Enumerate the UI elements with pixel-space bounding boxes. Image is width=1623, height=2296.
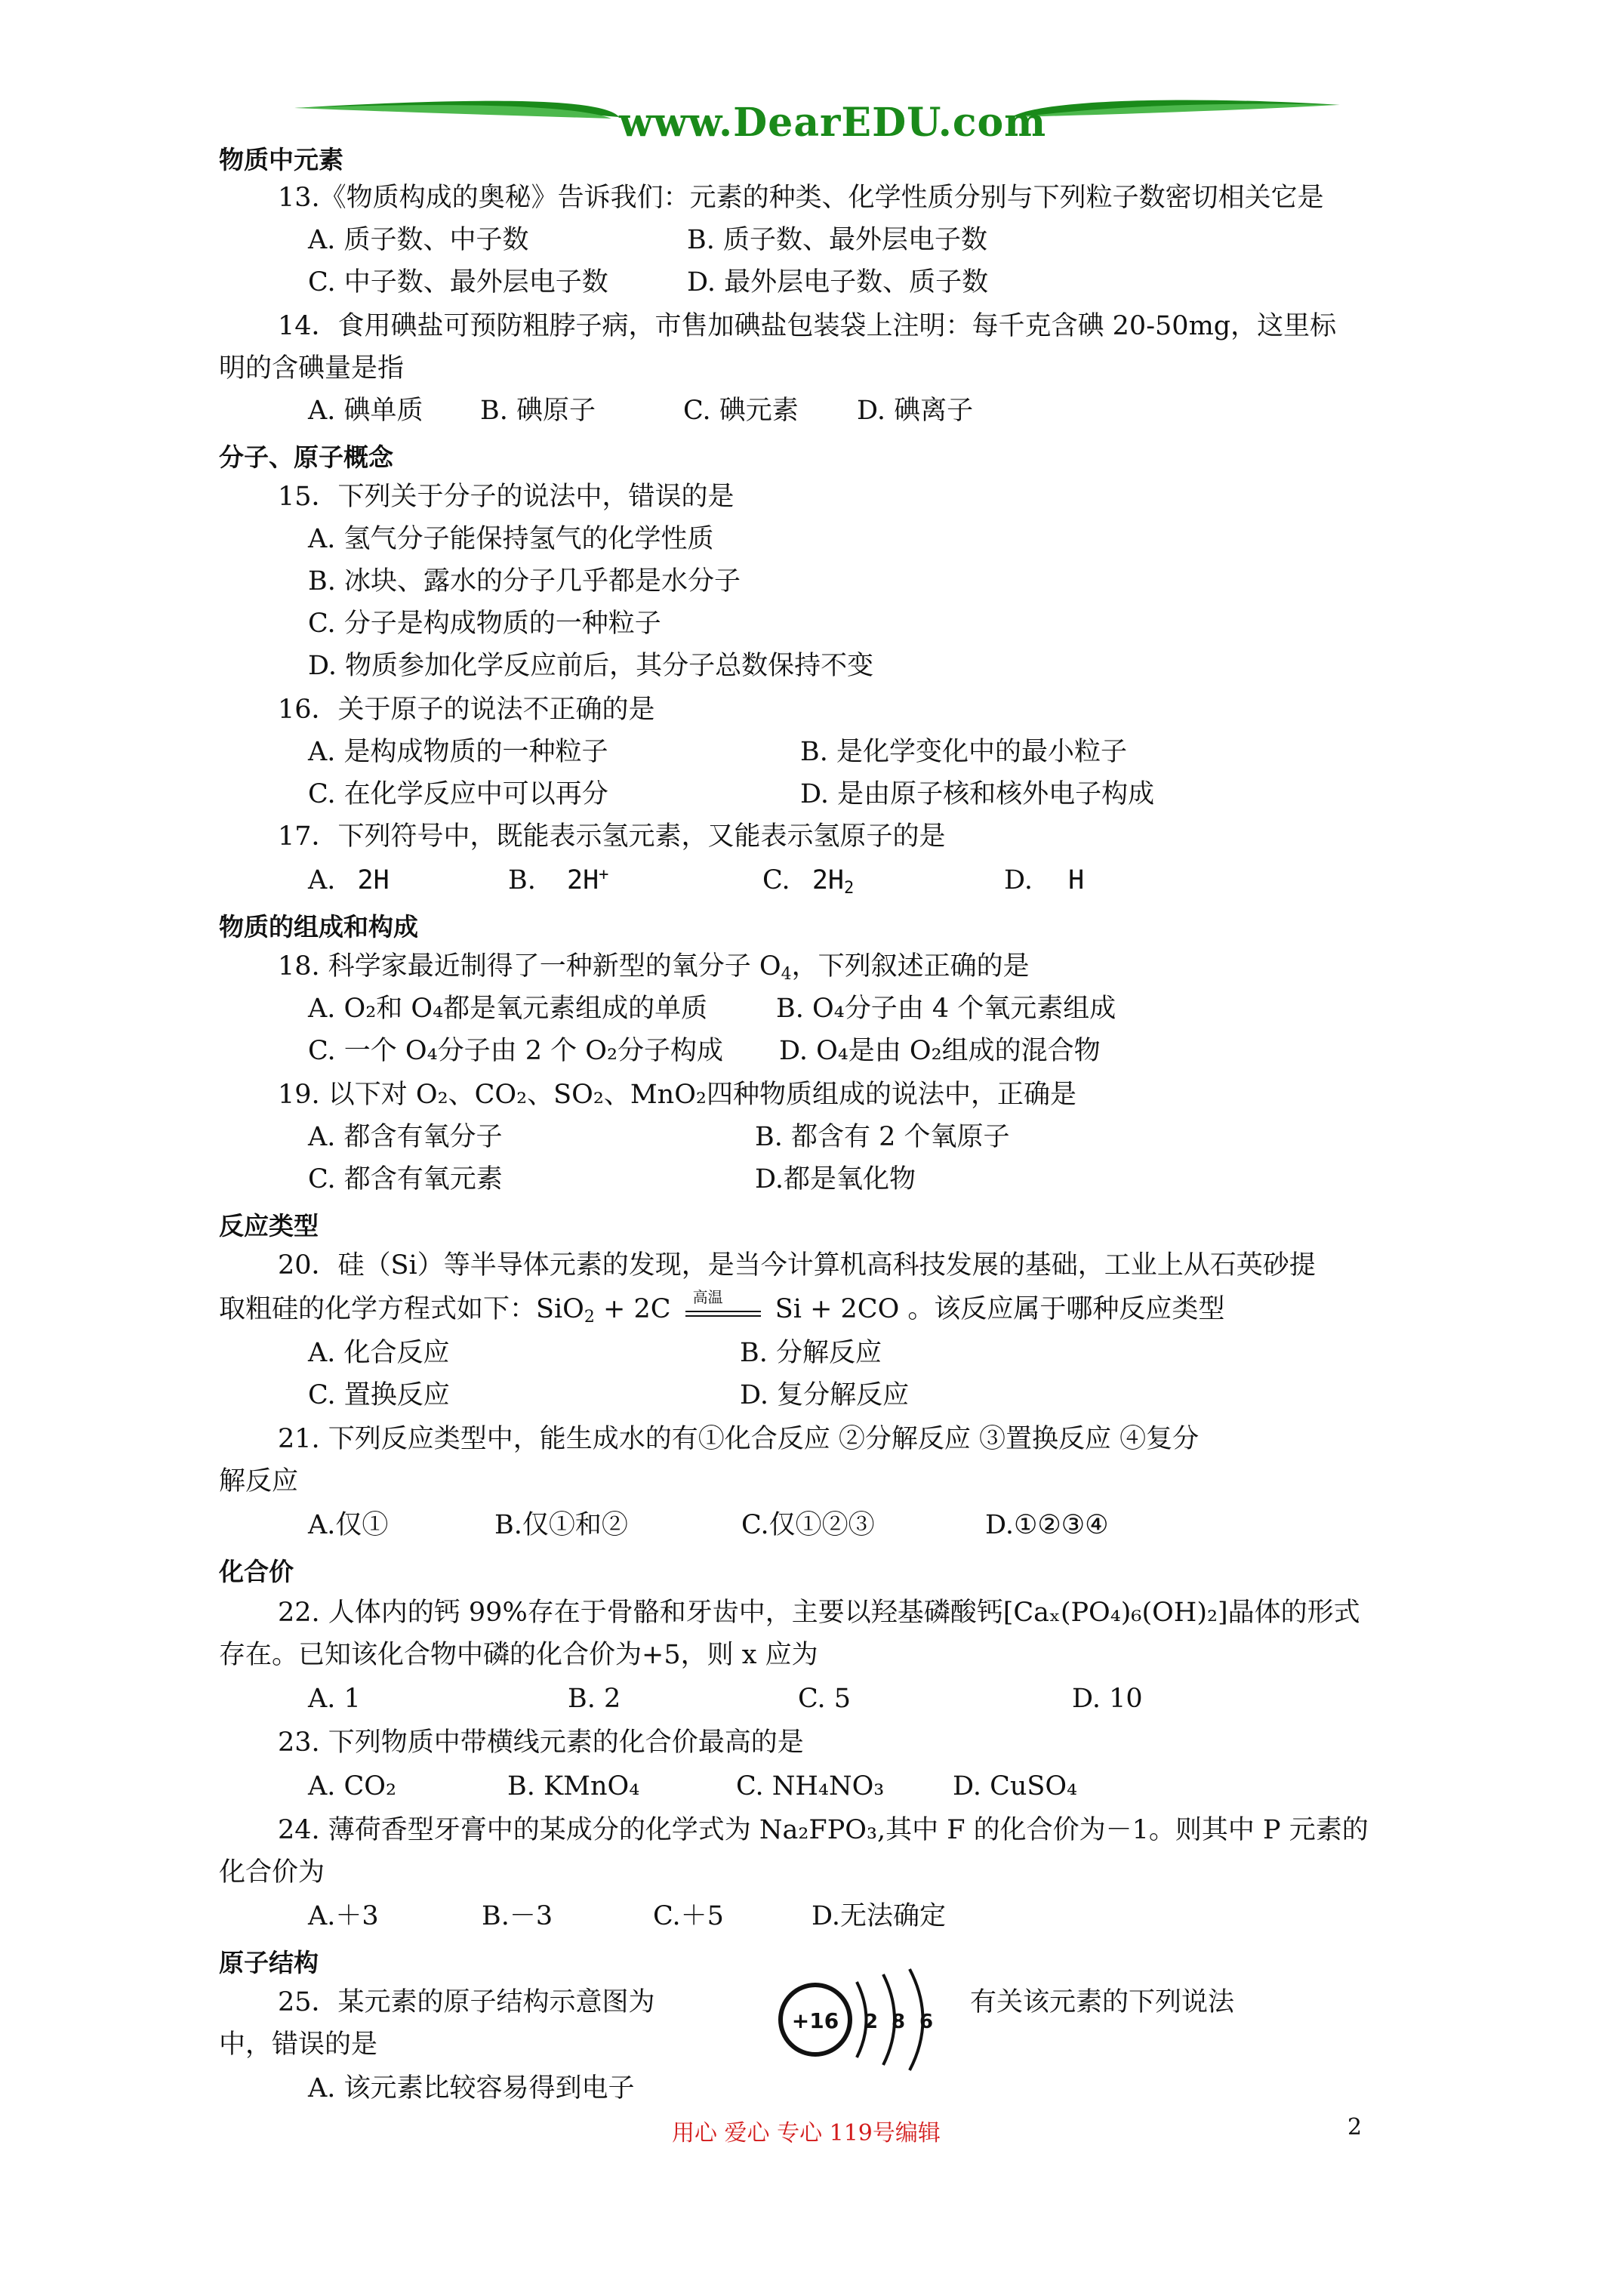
formula: H <box>1068 865 1085 895</box>
option-label: A. <box>308 865 336 895</box>
q17-option-a <box>308 864 390 897</box>
question-15-stem: 15．下列关于分子的说法中，错误的是 <box>278 482 735 512</box>
formula-subscript: 2 <box>843 879 855 898</box>
formula-charge: + <box>599 865 609 884</box>
section-heading: 化合价 <box>219 1557 294 1586</box>
q16-option-a: A. 是构成物质的一种粒子 <box>308 737 608 767</box>
formula-base: 2H <box>567 865 599 895</box>
q23-option-b: B. KMnO₄ <box>507 1771 640 1801</box>
q20-option-d: D. 复分解反应 <box>740 1380 910 1410</box>
question-19-stem: 19. 以下对 O₂、CO₂、SO₂、MnO₂四种物质组成的说法中，正确是 <box>278 1080 1076 1110</box>
q15-option-a: A. 氢气分子能保持氢气的化学性质 <box>308 524 714 554</box>
equation-text: + 2C <box>594 1294 671 1324</box>
q21-option-d: D.①②③④ <box>985 1510 1109 1540</box>
q21-option-b: B.仅①和② <box>494 1510 628 1540</box>
equation-text: 取粗硅的化学方程式如下：SiO <box>219 1294 584 1324</box>
q18-option-d: D. O₄是由 O₂组成的混合物 <box>779 1036 1101 1066</box>
equals-line-bottom <box>685 1315 761 1317</box>
q24-option-c: C.＋5 <box>653 1901 724 1931</box>
q18-option-c: C. 一个 O₄分子由 2 个 O₂分子构成 <box>308 1036 724 1066</box>
shell-electron-count: 6 <box>919 2011 934 2033</box>
equals-line-top <box>685 1311 761 1312</box>
q20-option-a: A. 化合反应 <box>308 1338 450 1368</box>
shell-electron-count: 8 <box>891 2011 906 2033</box>
question-18-stem <box>278 950 1030 983</box>
q22-option-d: D. 10 <box>1072 1684 1143 1714</box>
formula <box>567 865 608 895</box>
section-heading: 物质中元素 <box>219 145 343 174</box>
equation-text: Si + 2CO 。该反应属于哪种反应类型 <box>775 1294 1225 1324</box>
question-20-equation <box>219 1287 1225 1327</box>
q18-option-b: B. O₄分子由 4 个氧元素组成 <box>776 994 1116 1024</box>
q19-option-c: C. 都含有氧元素 <box>308 1164 503 1194</box>
formula <box>812 865 855 898</box>
formula: 2H <box>357 865 390 895</box>
q15-option-d: D. 物质参加化学反应前后，其分子总数保持不变 <box>308 651 874 681</box>
q23-option-c: C. NH₄NO₃ <box>736 1771 885 1801</box>
q23-option-d: D. CuSO₄ <box>953 1771 1078 1801</box>
question-23-stem: 23. 下列物质中带横线元素的化合价最高的是 <box>278 1727 804 1758</box>
page-number: 2 <box>1347 2114 1363 2140</box>
q19-option-b: B. 都含有 2 个氧原子 <box>755 1122 1010 1152</box>
question-25-stem-tail: 有关该元素的下列说法 <box>970 1987 1235 2017</box>
section-heading: 反应类型 <box>219 1211 319 1240</box>
q17-option-b <box>508 864 608 897</box>
stem-text: 18. 科学家最近制得了一种新型的氧分子 O <box>278 951 781 982</box>
q13-option-b: B. 质子数、最外层电子数 <box>687 225 987 255</box>
formula-subscript: 2 <box>584 1308 595 1327</box>
footer-editor-text: 用心 爱心 专心 119号编辑 <box>672 2120 941 2147</box>
q15-option-b: B. 冰块、露水的分子几乎都是水分子 <box>308 566 741 596</box>
question-14-stem: 14．食用碘盐可预防粗脖子病，市售加碘盐包装袋上注明：每千克含碘 20-50mg，这里标 <box>278 311 1337 341</box>
option-label: C. <box>762 865 790 895</box>
q23-option-a: A. CO₂ <box>308 1771 397 1801</box>
q16-option-c: C. 在化学反应中可以再分 <box>308 779 608 809</box>
question-22-stem-cont: 存在。已知该化合物中磷的化合价为+5，则 x 应为 <box>219 1640 818 1670</box>
q14-option-c: C. 碘元素 <box>683 396 799 426</box>
question-25-stem-cont: 中，错误的是 <box>219 2029 378 2060</box>
reaction-condition-label: 高温 <box>692 1287 723 1306</box>
q24-option-d: D.无法确定 <box>812 1901 946 1931</box>
header-logo-text[interactable]: www.DearEDU.com <box>619 100 1047 146</box>
q18-option-a: A. O₂和 O₄都是氧元素组成的单质 <box>308 994 708 1024</box>
q24-option-b: B.－3 <box>482 1901 553 1931</box>
q14-option-d: D. 碘离子 <box>857 396 974 426</box>
q22-option-b: B. 2 <box>568 1684 621 1714</box>
q15-option-c: C. 分子是构成物质的一种粒子 <box>308 609 661 639</box>
q20-option-b: B. 分解反应 <box>740 1338 882 1368</box>
question-24-stem-cont: 化合价为 <box>219 1857 325 1888</box>
option-label: D. <box>1004 865 1033 895</box>
q21-option-c: C.仅①②③ <box>741 1510 875 1540</box>
q13-option-a: A. 质子数、中子数 <box>308 225 529 255</box>
q17-option-c <box>762 864 854 897</box>
section-heading: 物质的组成和构成 <box>219 912 418 942</box>
question-14-stem-cont: 明的含碘量是指 <box>219 353 405 384</box>
q13-option-c: C. 中子数、最外层电子数 <box>308 267 608 297</box>
q21-option-a: A.仅① <box>308 1510 389 1540</box>
q19-option-d: D.都是氧化物 <box>755 1164 916 1194</box>
question-20-stem: 20．硅（Si）等半导体元素的发现，是当今计算机高科技发展的基础，工业上从石英砂提 <box>278 1250 1316 1281</box>
q14-option-b: B. 碘原子 <box>480 396 596 426</box>
stem-text: ，下列叙述正确的是 <box>791 951 1030 982</box>
reaction-condition-arrow <box>685 1287 761 1326</box>
atomic-structure-diagram <box>770 1963 951 2076</box>
question-22-stem: 22. 人体内的钙 99%存在于骨骼和牙齿中，主要以羟基磷酸钙[Caₓ(PO₄)₆(OH)₂]晶体的形式 <box>278 1598 1360 1628</box>
option-label: B. <box>508 865 536 895</box>
q24-option-a: A.＋3 <box>308 1901 379 1931</box>
q16-option-b: B. 是化学变化中的最小粒子 <box>800 737 1127 767</box>
q19-option-a: A. 都含有氧分子 <box>308 1122 503 1152</box>
question-17-stem: 17．下列符号中，既能表示氢元素，又能表示氢原子的是 <box>278 821 946 852</box>
q17-option-d <box>1004 864 1084 897</box>
section-heading: 原子结构 <box>219 1948 319 1977</box>
section-heading: 分子、原子概念 <box>219 442 393 472</box>
question-25-stem: 25．某元素的原子结构示意图为 <box>278 1987 655 2017</box>
q25-option-a: A. 该元素比较容易得到电子 <box>308 2073 635 2103</box>
question-16-stem: 16．关于原子的说法不正确的是 <box>278 695 655 725</box>
formula-base: 2H <box>812 865 844 895</box>
question-24-stem: 24. 薄荷香型牙膏中的某成分的化学式为 Na₂FPO₃,其中 F 的化合价为－1。则其中 P 元素的 <box>278 1815 1369 1845</box>
shell-electron-count: 2 <box>864 2011 879 2033</box>
nucleus-charge: +16 <box>791 2008 839 2033</box>
q20-option-c: C. 置换反应 <box>308 1380 450 1410</box>
formula-subscript: 4 <box>781 965 792 984</box>
q22-option-a: A. 1 <box>308 1684 361 1714</box>
question-21-stem: 21. 下列反应类型中，能生成水的有①化合反应 ②分解反应 ③置换反应 ④复分 <box>278 1424 1200 1454</box>
q16-option-d: D. 是由原子核和核外电子构成 <box>800 779 1155 809</box>
q14-option-a: A. 碘单质 <box>308 396 423 426</box>
q22-option-c: C. 5 <box>798 1684 852 1714</box>
question-13-stem: 13.《物质构成的奥秘》告诉我们：元素的种类、化学性质分别与下列粒子数密切相关它是 <box>278 183 1324 213</box>
q13-option-d: D. 最外层电子数、质子数 <box>687 267 989 297</box>
question-21-stem-cont: 解反应 <box>219 1466 299 1496</box>
